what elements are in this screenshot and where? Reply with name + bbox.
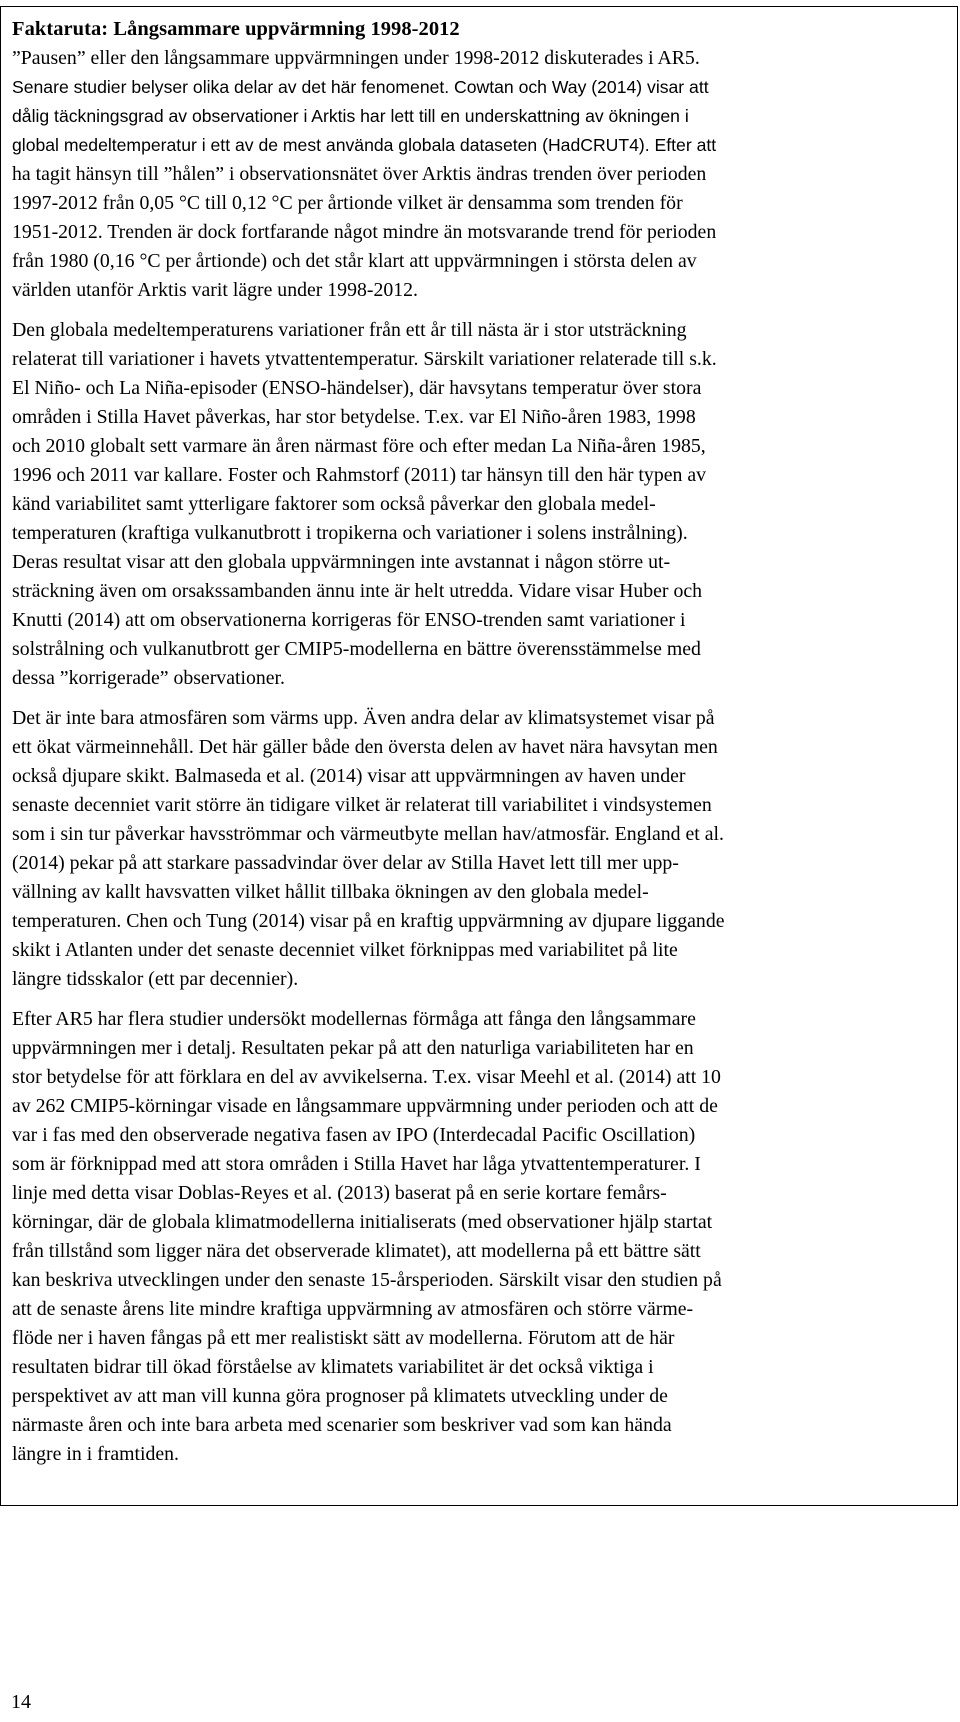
paragraph-line: solstrålning och vulkanutbrott ger CMIP5-modellerna en bättre överensstämmelse med: [12, 638, 701, 660]
paragraph-line: Senare studier belyser olika delar av det här fenomenet. Cowtan och Way (2014) visar att: [12, 77, 709, 97]
paragraph-line: Efter AR5 har flera studier undersökt modellernas förmåga att fånga den långsammare: [12, 1008, 696, 1030]
paragraph-line: perspektivet av att man vill kunna göra prognoser på klimatets utveckling under de: [12, 1385, 668, 1407]
paragraph-line: dessa ”korrigerade” observationer.: [12, 667, 285, 689]
fact-box: [0, 6, 958, 1506]
paragraph-line: kan beskriva utvecklingen under den senaste 15-årsperioden. Särskilt visar den studien på: [12, 1269, 722, 1291]
paragraph-line: dålig täckningsgrad av observationer i Arktis har lett till en underskattning av ökningen i: [12, 106, 689, 126]
paragraph-line: El Niño- och La Niña-episoder (ENSO-händelser), där havsytans temperatur över stora: [12, 377, 702, 399]
paragraph-line: ha tagit hänsyn till ”hålen” i observationsnätet över Arktis ändras trenden över perioden: [12, 163, 707, 185]
paragraph-1: [12, 44, 946, 305]
paragraph-line: skikt i Atlanten under det senaste decenniet vilket förknippas med variabilitet på lite: [12, 939, 678, 961]
paragraph-line: Det är inte bara atmosfären som värms upp. Även andra delar av klimatsystemet visar på: [12, 707, 715, 729]
paragraph-line: flöde ner i haven fångas på ett mer realistiskt sätt av modellerna. Förutom att de här: [12, 1327, 675, 1349]
paragraph-line: känd variabilitet samt ytterligare faktorer som också påverkar den globala medel-: [12, 493, 656, 515]
paragraph-line: längre tidsskalor (ett par decennier).: [12, 968, 299, 990]
paragraph-2: [12, 316, 946, 693]
paragraph-line: temperaturen. Chen och Tung (2014) visar på en kraftig uppvärmning av djupare liggande: [12, 910, 725, 932]
paragraph-line: senaste decenniet varit större än tidigare vilket är relaterat till variabilitet i vindsystemen: [12, 794, 712, 816]
paragraph-line: som i sin tur påverkar havsströmmar och värmeutbyte mellan hav/atmosfär. England et al.: [12, 823, 724, 845]
paragraph-line: var i fas med den observerade negativa fasen av IPO (Interdecadal Pacific Oscillation): [12, 1124, 696, 1146]
paragraph-line: ett ökat värmeinnehåll. Det här gäller både den översta delen av havet nära havsytan men: [12, 736, 718, 758]
paragraph-line: Knutti (2014) att om observationerna korrigeras för ENSO-trenden samt variationer i: [12, 609, 686, 631]
paragraph-line: Den globala medeltemperaturens variationer från ett år till nästa är i stor utsträckning: [12, 319, 687, 341]
paragraph-line: uppvärmningen mer i detalj. Resultaten pekar på att den naturliga variabiliteten har en: [12, 1037, 694, 1059]
paragraph-line: 1951-2012. Trenden är dock fortfarande något mindre än motsvarande trend för perioden: [12, 221, 717, 243]
paragraph-line: att de senaste årens lite mindre kraftiga uppvärmning av atmosfären och större värme-: [12, 1298, 694, 1320]
paragraph-line: världen utanför Arktis varit lägre under 1998-2012.: [12, 279, 418, 301]
paragraph-line: från 1980 (0,16 °C per årtionde) och det står klart att uppvärmningen i största delen av: [12, 250, 697, 272]
paragraph-line: (2014) pekar på att starkare passadvindar över delar av Stilla Havet lett till mer upp-: [12, 852, 679, 874]
paragraph-line: 1996 och 2011 var kallare. Foster och Rahmstorf (2011) tar hänsyn till den här typen av: [12, 464, 706, 486]
paragraph-line: sträckning även om orsakssambanden ännu inte är helt utredda. Vidare visar Huber och: [12, 580, 703, 602]
paragraph-line: som är förknippad med att stora områden i Stilla Havet har låga ytvattentemperaturer. I: [12, 1153, 701, 1175]
paragraph-line: också djupare skikt. Balmaseda et al. (2014) visar att uppvärmningen av haven under: [12, 765, 686, 787]
paragraph-line: linje med detta visar Doblas-Reyes et al. (2013) baserat på en serie kortare femårs-: [12, 1182, 667, 1204]
paragraph-line: från tillstånd som ligger nära det observerade klimatet), att modellerna på ett bättre sätt: [12, 1240, 701, 1262]
paragraph-line: vällning av kallt havsvatten vilket hållit tillbaka ökningen av den globala medel-: [12, 881, 649, 903]
paragraph-line: närmaste åren och inte bara arbeta med scenarier som beskriver vad som kan hända: [12, 1414, 672, 1436]
paragraph-line: temperaturen (kraftiga vulkanutbrott i tropikerna och variationer i solens instrålning).: [12, 522, 688, 544]
paragraph-line: av 262 CMIP5-körningar visade en långsammare uppvärmning under perioden och att de: [12, 1095, 718, 1117]
paragraph-3: [12, 704, 946, 994]
paragraph-line: körningar, där de globala klimatmodellerna initialiserats (med observationer hjälp startat: [12, 1211, 713, 1233]
page-number: 14: [11, 1691, 31, 1713]
paragraph-line: Deras resultat visar att den globala uppvärmningen inte avstannat i någon större ut-: [12, 551, 671, 573]
paragraph-line: längre in i framtiden.: [12, 1443, 179, 1465]
paragraph-line: resultaten bidrar till ökad förståelse av klimatets variabilitet är det också viktiga i: [12, 1356, 654, 1378]
paragraph-line: global medeltemperatur i ett av de mest använda globala dataseten (HadCRUT4). Efter att: [12, 135, 717, 155]
paragraph-line: stor betydelse för att förklara en del av avvikelserna. T.ex. visar Meehl et al. (2014) att 10: [12, 1066, 721, 1088]
paragraph-line: 1997-2012 från 0,05 °C till 0,12 °C per årtionde vilket är densamma som trenden för: [12, 192, 683, 214]
paragraph-line: och 2010 globalt sett varmare än åren närmast före och efter medan La Niña-åren 1985,: [12, 435, 706, 457]
paragraph-line: ”Pausen” eller den långsammare uppvärmningen under 1998-2012 diskuterades i AR5.: [12, 47, 700, 69]
paragraph-line: relaterat till variationer i havets ytvattentemperatur. Särskilt variationer relaterade till s.k.: [12, 348, 717, 370]
paragraph-line: områden i Stilla Havet påverkas, har stor betydelse. T.ex. var El Niño-åren 1983, 1998: [12, 406, 696, 428]
paragraph-4: [12, 1005, 946, 1469]
fact-box-title: Faktaruta: Långsammare uppvärmning 1998-2012: [12, 18, 460, 40]
